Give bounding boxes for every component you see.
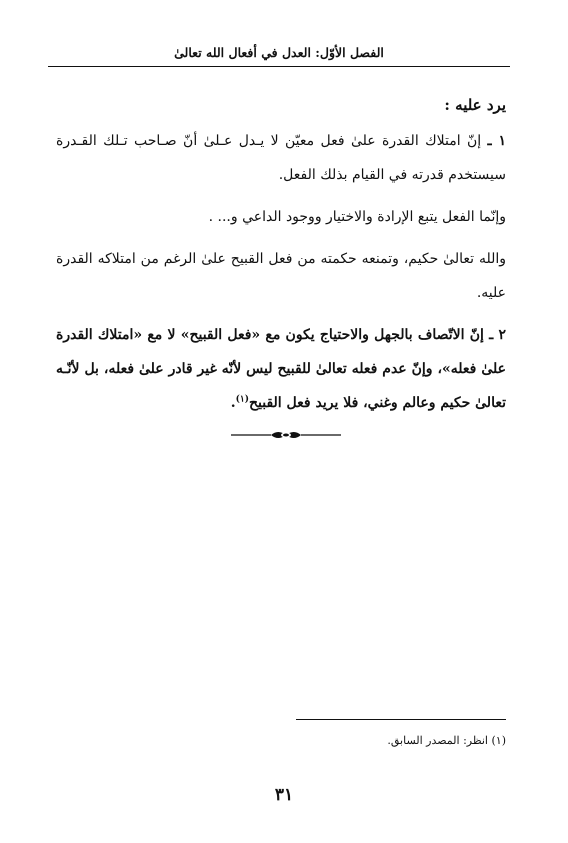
- paragraph-3-text: والله تعالىٰ حكيم، وتمنعه حكمته من فعل القبيح علىٰ الرغم من امتلاكه القدرة عليه.: [56, 251, 506, 301]
- footnote-text: (١) انظر: المصدر السابق.: [387, 734, 506, 747]
- header-rule: [48, 66, 510, 67]
- paragraph-2: [56, 200, 506, 234]
- main-text: [56, 88, 506, 420]
- running-header: [48, 42, 510, 68]
- paragraph-2-text: وإنّما الفعل يتبع الإرادة والاختيار ووجود الداعي و... .: [208, 209, 506, 225]
- footnote: [300, 732, 506, 750]
- paragraph-1: [56, 124, 506, 192]
- footnote-reference[interactable]: (١): [235, 394, 249, 405]
- item-number-1: ١ ـ: [487, 133, 506, 149]
- section-divider-ornament-icon: [231, 428, 341, 442]
- footnote-rule: [296, 719, 506, 720]
- item-number-2: ٢ ـ: [489, 327, 506, 343]
- page-number: ٣١: [274, 785, 294, 805]
- paragraph-4-text: إنّ الاتّصاف بالجهل والاحتياج يكون مع «فعل القبيح» لا مع «امتلاك القدرة علىٰ فعله»، وإنّ عدم فعله تعالىٰ للقبيح ليس لأنّه غير قادر علىٰ فعله، بل لأنّـه تعالىٰ حكيم وعالم وغني، فلا يريد فعل القبيح: [56, 327, 506, 411]
- paragraph-4-end: .: [230, 395, 236, 411]
- paragraph-1-text: إنّ امتلاك القدرة علىٰ فعل معيّن لا يـدل عـلىٰ أنّ صـاحب تـلك القـدرة سيستخدم قدرته في القيام بذلك الفعل.: [56, 133, 506, 183]
- paragraph-4: [56, 318, 506, 420]
- section-heading: يرد عليه :: [444, 96, 506, 114]
- chapter-title: الفصل الأوّل: العدل في أفعال الله تعالىٰ: [174, 45, 384, 60]
- paragraph-3: [56, 242, 506, 310]
